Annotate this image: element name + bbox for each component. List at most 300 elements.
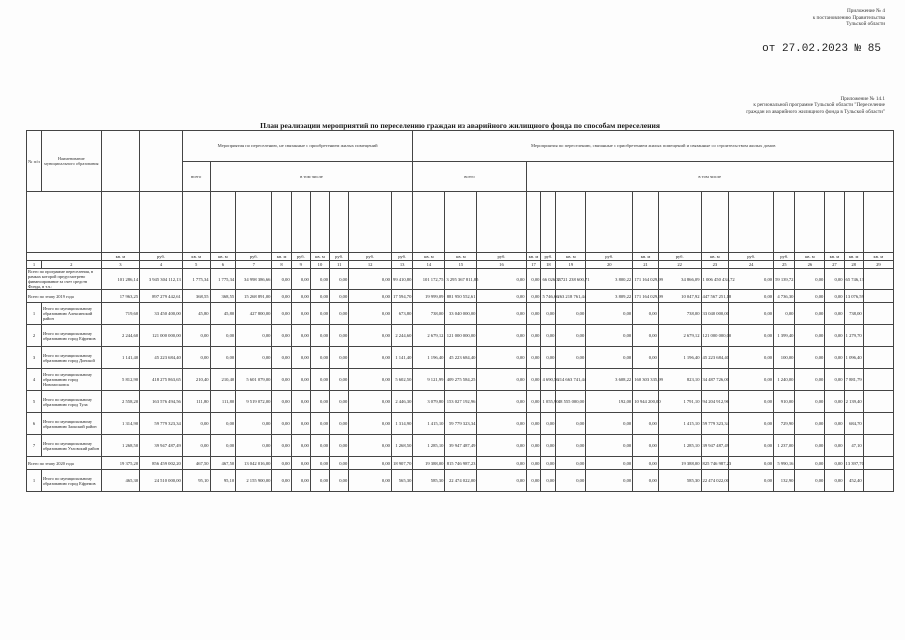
header-v <box>863 192 893 253</box>
row-cell: 409 275 584,25 <box>445 369 477 391</box>
header-v <box>101 192 139 253</box>
row-cell: 59 779 323,34 <box>701 413 729 435</box>
row-cell: 0,00 <box>330 369 349 391</box>
row-cell: 5 602,50 <box>391 369 412 391</box>
header-including-2: в том числе <box>526 161 893 192</box>
row-label: Итого по муниципальному образованию город Тула <box>41 391 101 413</box>
header-v <box>210 192 236 253</box>
header-v <box>349 192 392 253</box>
header-v <box>633 192 659 253</box>
header-col4 <box>140 131 183 192</box>
row-cell: 100,00 <box>774 347 795 369</box>
row-cell: 45 223 684,40 <box>445 347 477 369</box>
header-v <box>330 192 349 253</box>
row-cell: 0,00 <box>272 325 291 347</box>
row-cell: 0,00 <box>182 435 210 457</box>
row-cell: 1 415,10 <box>413 413 445 435</box>
column-number-cell: 2 <box>41 261 101 269</box>
row-cell: 0,00 <box>477 470 526 492</box>
header-v <box>310 192 329 253</box>
row-cell: 0,00 <box>272 347 291 369</box>
row-cell: 0,00 <box>310 413 329 435</box>
row-cell: 738,00 <box>844 303 863 325</box>
row-cell: 0,00 <box>291 325 310 347</box>
row-cell: 210,40 <box>210 369 236 391</box>
column-number-cell: 6 <box>210 261 236 269</box>
header-spacer <box>27 192 102 253</box>
unit-cell: руб. <box>541 253 556 261</box>
row-cell: 0,00 <box>477 435 526 457</box>
document-title: План реализации мероприятий по переселению граждан из аварийного жилищного фонда по способам переселения <box>260 121 660 130</box>
column-number-cell: 10 <box>310 261 329 269</box>
row-cell: 0,00 <box>541 325 556 347</box>
row-label: Итого по муниципальному образованию город Ефремов <box>41 325 101 347</box>
row-cell: 0,00 <box>477 325 526 347</box>
row-cell: 0,00 <box>349 391 392 413</box>
row-cell: 0,00 <box>586 325 633 347</box>
row-cell: 0,00 <box>526 391 541 413</box>
row-cell: 0,00 <box>272 470 291 492</box>
row-cell: 0,00 <box>272 391 291 413</box>
row-cell: 0,00 <box>349 435 392 457</box>
row-cell: 0,00 <box>729 347 774 369</box>
header-total-1: всего <box>182 161 210 192</box>
row-cell: 171 164 029,99 <box>633 269 659 290</box>
row-cell: 0,00 <box>477 391 526 413</box>
row-cell: 0,00 <box>556 325 586 347</box>
table-row <box>27 369 894 391</box>
row-cell: 0,00 <box>556 457 586 470</box>
unit-cell: руб. <box>236 253 272 261</box>
row-cell: 0,00 <box>586 303 633 325</box>
row-cell: 1 141,40 <box>391 347 412 369</box>
table-body <box>27 269 894 492</box>
row-cell: 0,00 <box>330 413 349 435</box>
row-cell: 1 415,10 <box>658 413 701 435</box>
row-cell: 0,00 <box>349 303 392 325</box>
row-cell: 0,00 <box>349 369 392 391</box>
row-cell: 1 237,00 <box>774 435 795 457</box>
row-cell: 1 314,90 <box>391 413 412 435</box>
row-cell-empty <box>863 325 893 347</box>
row-cell: 1 268,50 <box>391 435 412 457</box>
row-cell: 0,00 <box>526 369 541 391</box>
column-number-cell: 1 <box>27 261 42 269</box>
row-cell: 111,80 <box>182 391 210 413</box>
unit-cell: руб. <box>729 253 774 261</box>
unit-cell: кв. м <box>844 253 863 261</box>
row-cell: 0,00 <box>795 391 825 413</box>
row-cell: 0,00 <box>633 413 659 435</box>
row-cell: 0,00 <box>541 435 556 457</box>
row-cell: 0,00 <box>330 470 349 492</box>
row-number: 4 <box>27 369 42 391</box>
row-cell: 0,00 <box>526 413 541 435</box>
row-cell: 0,00 <box>795 347 825 369</box>
row-cell: 0,00 <box>526 303 541 325</box>
row-cell: 0,00 <box>825 413 844 435</box>
row-cell: 0,00 <box>729 457 774 470</box>
unit-cell: кв. м <box>526 253 541 261</box>
row-cell: 0,00 <box>729 413 774 435</box>
unit-cell: кв. м <box>701 253 729 261</box>
row-cell: 0,00 <box>310 391 329 413</box>
row-cell: 0,00 <box>526 269 541 290</box>
row-cell: 0,00 <box>526 457 541 470</box>
row-cell: 0,00 <box>310 303 329 325</box>
header-including-1: в том числе <box>210 161 413 192</box>
header-group-not-purchase: Мероприятия по переселению, не связанные с приобретением жилых помещений <box>182 131 413 162</box>
column-number-cell: 26 <box>795 261 825 269</box>
row-cell: 418 275 863,65 <box>140 369 183 391</box>
header-v <box>844 192 863 253</box>
table-row <box>27 303 894 325</box>
row-cell: 738,00 <box>658 303 701 325</box>
header-total-2: всего <box>413 161 526 192</box>
row-cell: 0,00 <box>291 457 310 470</box>
header-col3 <box>101 131 139 192</box>
row-cell: 738,00 <box>413 303 445 325</box>
row-cell: 4 736,30 <box>774 290 795 303</box>
row-cell: 0,00 <box>586 413 633 435</box>
header-v <box>236 192 272 253</box>
row-cell: 2 446,30 <box>391 391 412 413</box>
row-cell: 214 663 741,44 <box>556 369 586 391</box>
row-cell: 0,00 <box>477 413 526 435</box>
row-cell: 0,00 <box>291 269 310 290</box>
row-cell: 0,00 <box>349 269 392 290</box>
row-cell: 0,00 <box>633 470 659 492</box>
unit-spacer <box>27 253 102 261</box>
row-cell: 0,00 <box>633 435 659 457</box>
column-number-cell: 23 <box>701 261 729 269</box>
header-v <box>825 192 844 253</box>
row-label: Итого по муниципальному образованию город Донской <box>41 347 101 369</box>
row-cell: 19 375,20 <box>101 457 139 470</box>
appendix-line: Приложение № 4 <box>847 8 885 14</box>
row-cell: 0,00 <box>825 369 844 391</box>
appendix2-line: к региональной программе Тульской области "Переселение <box>753 102 885 109</box>
row-cell: 45 223 684,40 <box>140 347 183 369</box>
row-cell: 0,00 <box>310 325 329 347</box>
row-cell: 0,00 <box>291 413 310 435</box>
row-cell: 13 397,70 <box>844 457 863 470</box>
row-cell: 0,00 <box>349 290 392 303</box>
table-row <box>27 470 894 492</box>
row-cell: 0,00 <box>795 325 825 347</box>
row-cell: 881 950 552,61 <box>445 290 477 303</box>
row-cell: 0,00 <box>556 470 586 492</box>
unit-cell: кв. м <box>633 253 659 261</box>
row-cell: 0,00 <box>825 391 844 413</box>
row-cell: 856 459 002,20 <box>140 457 183 470</box>
row-cell: 0,00 <box>633 325 659 347</box>
column-number-cell: 5 <box>182 261 210 269</box>
header-v <box>658 192 701 253</box>
row-cell: 2 721 238 600,71 <box>556 269 586 290</box>
row-cell: 0,00 <box>541 457 556 470</box>
row-cell: 0,00 <box>477 290 526 303</box>
row-cell: 467,50 <box>210 457 236 470</box>
row-cell: 39 947 487,49 <box>445 435 477 457</box>
row-cell: 0,00 <box>182 325 210 347</box>
row-cell: 0,00 <box>477 347 526 369</box>
row-cell: 17 594,70 <box>391 290 412 303</box>
row-cell-empty <box>863 435 893 457</box>
row-cell: 18 907,70 <box>391 457 412 470</box>
row-cell-empty <box>863 457 893 470</box>
table-row <box>27 269 894 290</box>
unit-cell: руб. <box>391 253 412 261</box>
appendix-line: к постановлению Правительства <box>812 14 885 21</box>
row-cell: 0,00 <box>291 391 310 413</box>
column-number-cell: 9 <box>291 261 310 269</box>
row-cell: 0,00 <box>825 303 844 325</box>
row-cell: 1 006 450 434,72 <box>701 269 729 290</box>
row-cell: 10 944 200,00 <box>633 391 659 413</box>
units-row <box>27 253 894 261</box>
row-cell: 121 000 000,00 <box>445 325 477 347</box>
column-numbers-row <box>27 261 894 269</box>
header-v <box>556 192 586 253</box>
row-cell: 0,00 <box>236 325 272 347</box>
row-label: Итого по муниципальному образованию город Ефремов <box>41 470 101 492</box>
row-cell: 2 558,20 <box>101 391 139 413</box>
unit-cell: кв. м <box>795 253 825 261</box>
row-cell: 15 268 891,00 <box>236 290 272 303</box>
row-cell: 7 881,79 <box>844 369 863 391</box>
unit-cell: руб. <box>140 253 183 261</box>
unit-cell: кв. м <box>825 253 844 261</box>
header-v <box>541 192 556 253</box>
row-cell: 2 679,12 <box>658 325 701 347</box>
table-row <box>27 290 894 303</box>
row-cell: 2 244,60 <box>391 325 412 347</box>
row-cell: 673,80 <box>391 303 412 325</box>
row-cell: 34 998 386,66 <box>236 269 272 290</box>
row-cell: 111,80 <box>210 391 236 413</box>
relocation-plan-table <box>26 130 894 492</box>
row-cell: 3 608,22 <box>586 369 633 391</box>
column-number-cell: 20 <box>586 261 633 269</box>
row-cell: 0,00 <box>291 290 310 303</box>
row-cell: 0,00 <box>330 347 349 369</box>
row-cell: 0,00 <box>272 413 291 435</box>
row-cell: 0,00 <box>349 325 392 347</box>
row-cell: 33 040 000,00 <box>701 303 729 325</box>
row-cell: 0,00 <box>729 325 774 347</box>
row-cell: 5 746,66 <box>541 290 556 303</box>
row-cell: 171 164 029,99 <box>633 290 659 303</box>
row-cell: 1 240,00 <box>774 369 795 391</box>
row-cell: 210,40 <box>182 369 210 391</box>
row-cell: 34 866,09 <box>658 269 701 290</box>
row-cell: 3 800,22 <box>586 269 633 290</box>
unit-cell: кв. м <box>863 253 893 261</box>
row-cell: 0,00 <box>795 470 825 492</box>
row-cell: 132,90 <box>774 470 795 492</box>
row-cell: 9 121,99 <box>413 369 445 391</box>
row-number: 5 <box>27 391 42 413</box>
row-cell: 0,00 <box>774 303 795 325</box>
row-cell: 0,00 <box>291 435 310 457</box>
row-cell: 0,00 <box>729 290 774 303</box>
row-cell: 684,70 <box>844 413 863 435</box>
row-cell: 95,10 <box>182 470 210 492</box>
row-cell: 0,00 <box>349 470 392 492</box>
row-cell: 95,10 <box>210 470 236 492</box>
row-cell: 39 947 487,49 <box>140 435 183 457</box>
header-v <box>526 192 541 253</box>
header-v <box>391 192 412 253</box>
row-cell: 0,00 <box>795 413 825 435</box>
row-cell: 0,00 <box>236 435 272 457</box>
row-cell: 66 026,33 <box>541 269 556 290</box>
row-cell: 1 196,40 <box>658 347 701 369</box>
row-label: Итого по муниципальному образованию Узловский район <box>41 435 101 457</box>
column-number-cell: 7 <box>236 261 272 269</box>
header-v <box>795 192 825 253</box>
row-cell: 0,00 <box>210 413 236 435</box>
row-cell: 0,00 <box>330 325 349 347</box>
row-label: Итого по муниципальному образованию Заокский район <box>41 413 101 435</box>
row-cell: 0,00 <box>825 290 844 303</box>
table-row <box>27 413 894 435</box>
row-cell: 467,50 <box>182 457 210 470</box>
row-cell: 0,00 <box>526 470 541 492</box>
row-cell: 48 555 000,00 <box>556 391 586 413</box>
row-cell: 0,00 <box>310 369 329 391</box>
row-label: Всего по программе переселения, в рамках которой предусмотрено финансирование за счет средств Фонда, в т.ч.: <box>27 269 102 290</box>
row-cell: 0,00 <box>272 303 291 325</box>
row-cell: 1 279,70 <box>844 325 863 347</box>
table-row <box>27 325 894 347</box>
header-v <box>291 192 310 253</box>
row-cell: 0,00 <box>291 303 310 325</box>
row-cell: 33 040 000,00 <box>445 303 477 325</box>
unit-cell: кв. м <box>445 253 477 261</box>
row-cell: 0,00 <box>272 290 291 303</box>
row-cell: 160 303 335,99 <box>633 369 659 391</box>
row-cell: 1 775,34 <box>210 269 236 290</box>
table-row <box>27 435 894 457</box>
row-cell: 897 279 442,61 <box>140 290 183 303</box>
appendix2-line: граждан из аварийного жилищного фонда в Тульской области" <box>746 108 885 115</box>
row-cell: 0,00 <box>729 369 774 391</box>
unit-cell: кв. м <box>310 253 329 261</box>
row-cell: 13 042 016,00 <box>236 457 272 470</box>
row-label: Итого по муниципальному образованию Алексинский район <box>41 303 101 325</box>
row-cell: 0,00 <box>477 457 526 470</box>
row-cell: 17 963,25 <box>101 290 139 303</box>
row-cell: 0,00 <box>349 457 392 470</box>
row-cell: 19 999,09 <box>413 290 445 303</box>
row-cell: 0,00 <box>477 369 526 391</box>
row-cell-empty <box>863 413 893 435</box>
row-cell: 59 139,72 <box>774 269 795 290</box>
row-cell: 0,00 <box>795 303 825 325</box>
row-cell: 1 399,40 <box>774 325 795 347</box>
row-cell: 0,00 <box>633 303 659 325</box>
row-cell: 447 567 251,18 <box>701 290 729 303</box>
header-v <box>477 192 526 253</box>
row-cell: 59 779 323,34 <box>140 413 183 435</box>
row-cell-empty <box>863 470 893 492</box>
row-cell: 1 314,90 <box>101 413 139 435</box>
row-cell: 65 746,13 <box>844 269 863 290</box>
column-number-cell: 16 <box>477 261 526 269</box>
row-cell: 465,30 <box>101 470 139 492</box>
row-cell: 3 295 367 811,85 <box>445 269 477 290</box>
row-cell: 45,80 <box>210 303 236 325</box>
column-number-cell: 3 <box>101 261 139 269</box>
row-cell: 4 690,56 <box>541 369 556 391</box>
row-cell: 101 172,75 <box>413 269 445 290</box>
row-cell: 0,00 <box>556 303 586 325</box>
row-cell: 13 076,59 <box>844 290 863 303</box>
row-cell: 163 576 494,56 <box>140 391 183 413</box>
column-number-cell: 13 <box>391 261 412 269</box>
decree-date: от 27.02.2023 № 85 <box>762 43 881 55</box>
row-cell: 0,00 <box>556 435 586 457</box>
row-cell: 45 223 684,40 <box>701 347 729 369</box>
row-cell: 719,60 <box>101 303 139 325</box>
row-cell: 0,00 <box>330 290 349 303</box>
row-cell: 0,00 <box>556 413 586 435</box>
row-cell: 22 474 022,00 <box>701 470 729 492</box>
row-cell: 0,00 <box>310 457 329 470</box>
row-cell: 910,00 <box>774 391 795 413</box>
row-cell: 3 945 304 112,13 <box>140 269 183 290</box>
row-cell: 0,00 <box>795 369 825 391</box>
row-cell: 39 947 487,49 <box>701 435 729 457</box>
unit-cell: руб. <box>586 253 633 261</box>
row-number: 1 <box>27 470 42 492</box>
unit-cell: кв. м <box>101 253 139 261</box>
column-number-cell: 27 <box>825 261 844 269</box>
row-label: Всего по этапу 2020 года <box>27 457 102 470</box>
row-cell: 0,00 <box>825 435 844 457</box>
row-cell: 9 519 072,00 <box>236 391 272 413</box>
row-cell: 192,00 <box>586 391 633 413</box>
row-cell: 2 679,12 <box>413 325 445 347</box>
row-cell: 825 746 987,23 <box>701 457 729 470</box>
row-cell: 0,00 <box>272 269 291 290</box>
row-cell: 263 218 761,44 <box>556 290 586 303</box>
row-cell: 0,00 <box>349 413 392 435</box>
row-cell: 1 791,10 <box>658 391 701 413</box>
row-cell: 0,00 <box>825 269 844 290</box>
row-cell: 0,00 <box>272 457 291 470</box>
header-v <box>729 192 774 253</box>
row-cell: 0,00 <box>236 413 272 435</box>
row-cell: 368,55 <box>210 290 236 303</box>
row-cell: 0,00 <box>310 290 329 303</box>
row-cell: 427 800,00 <box>236 303 272 325</box>
row-cell: 153 027 192,96 <box>445 391 477 413</box>
row-cell: 5 812,90 <box>101 369 139 391</box>
header-v <box>701 192 729 253</box>
row-cell: 3 809,22 <box>586 290 633 303</box>
row-cell: 0,00 <box>795 457 825 470</box>
row-cell: 0,00 <box>729 470 774 492</box>
column-number-cell: 14 <box>413 261 445 269</box>
column-number-cell: 22 <box>658 261 701 269</box>
row-number: 7 <box>27 435 42 457</box>
header-v <box>182 192 210 253</box>
column-number-cell: 11 <box>330 261 349 269</box>
row-number: 6 <box>27 413 42 435</box>
